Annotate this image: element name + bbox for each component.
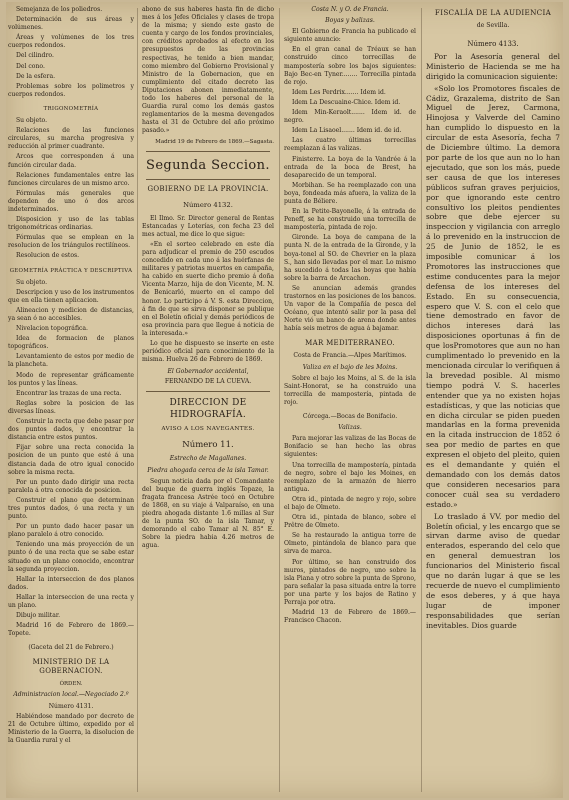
gobernador-label: El Gobernador accidental, <box>167 368 249 376</box>
paragraph: «En el sorteo celebrado en este día para adjudicar el premio de 250 escudos concedido en cada uno á las huérfanas de militares y patriotas muertos en campaña, ha cabido en suerte dicho premio á doña Vicenta Marzo, hija de don Vicente, M. N. de Benicarló, muerto en el campo del honor. Lo participo á V. S. esta Direccion, á fin de que se sirva disponer se publique en el Boletín oficial y demás periódicos de esa provincia para que llegue á noticia de la interesada.» <box>142 240 274 337</box>
paragraph: Levantamiento de estos por medio de la plancheta. <box>8 353 134 369</box>
paragraph: Determinación de sus áreas y volúmenes. <box>8 16 134 32</box>
valiza-moins-heading: Valiza en el bajo de les Moins. <box>302 363 398 371</box>
paragraph: En el gran canal de Tréaux se han construido cinco torrecillas de mampostería sobre los bajos siguientes: Bajo Bec-en Tyner........ Torrecilla pintada de rojo. <box>284 46 416 86</box>
paragraph: Construir la recta que debe pasar por dos puntos dados, y encontrar la distancia entre estos puntos. <box>8 418 134 442</box>
col2-final-paragraph: Segun noticia dada por el Comandante del buque de guerra inglés Topaze, la fragata francesa Astrée tocó en Octubre de 1868, en su viaje á Valparaíso, en una piedra ahogada distante 1.6 millas al Sur de la punta SO. de la isla Tamar, y demorando el cabo Tamar al N. 85° E. Sobre la piedra habia 4.26 metros de agua. <box>142 477 274 550</box>
paragraph: Del cono. <box>16 62 45 70</box>
column-2 <box>142 6 274 794</box>
section-heading-trigonometria: TRIGONOMETRÍA <box>43 105 99 112</box>
paragraph: Gironde. La boya de campana de la punta N. de la entrada de la Gironde, y la boya-tonel al SO. de Chevrier en la plaza S., han sido llevadas por el mar. Lo mismo ha sucedido á todas las boyas que había sobre la barra de Arcachon. <box>284 234 416 282</box>
paragraph: Por último, se han construido dos muros, pintados de negro, uno sobre la isla Piana y otro sobre la punta de Sprono, para señalar la pasa situada entre la torre por una parte y los bajos de Ratino y Perraja por otra. <box>284 558 416 606</box>
paragraph: Idem Min-Keraolt....... Idem id. de negro. <box>284 109 416 125</box>
col3-valizas-text <box>284 435 416 607</box>
column-1 <box>8 6 134 794</box>
col3-moins-text <box>284 375 416 407</box>
direccion-hidrografia-heading: DIRECCION DE HIDROGRAFÍA. <box>169 398 247 421</box>
numero-4132: Número 4132. <box>183 200 233 209</box>
column-rule <box>421 8 422 792</box>
paragraph: Reglas sobre la posicion de las diversas líneas. <box>8 399 134 415</box>
paragraph: Áreas y volúmenes de los tres cuerpos redondos. <box>8 34 134 50</box>
sevilla-label: de Sevilla. <box>476 22 510 29</box>
paragraph: El Ilmo. Sr. Director general de Rentas Estancadas y Loterías, con fecha 23 del mes actual, me dice lo que sigue: <box>142 214 274 238</box>
paragraph: Otra id., pintada de blanco, sobre el Prêtre de Olmeto. <box>284 514 416 530</box>
numero-4131: Número 4131. <box>48 702 94 710</box>
col2-body-text <box>142 215 274 365</box>
col1-trigonometria-list <box>8 117 134 261</box>
costa-francia-heading: Costa N. y O. de Francia. <box>311 6 389 13</box>
column-rule <box>137 8 138 792</box>
paragraph: Su objeto. <box>16 278 48 286</box>
newspaper-page <box>6 2 563 798</box>
paragraph: Idem La Lisaoel....... Idem id. de id. <box>292 127 402 135</box>
paragraph: Hallar la interseccion de una recta y un plano. <box>8 593 134 609</box>
paragraph: Por un punto dado hacer pasar un plano paralelo á otro conocido. <box>8 523 134 539</box>
column-3 <box>284 6 416 794</box>
paragraph: «Solo los Promotores fiscales de Cádiz, Grazalema, distrito de San Miguel de Jerez, Carmona, Hinojosa y Valverde del Camino han cumplido lo dispuesto en la circular de esta Asesoría, fecha 7 de Diciembre último. La demora por parte de los que aun no lo han ejecutado, que son los más, puede ser causa de que los intereses públicos sufran graves perjuicios, por que ignorando este centro consultivo los pleitos pendientes sobre que debe ejercer su inspeccion y vigilancia con arreglo á lo prevenido en la instruccion de 25 de Junio de 1852, le es imposible comunicar á los Promotores las instrucciones que estime conducentes para la mejor defensa de los intereses del Estado. En su consecuencia, espero que V. S. con el celo que tiene demostrado en favor de dichos intereses dará las disposiciones oportunas á fin de que losPromotores que aun no han cumplimentado lo prevenido en la mencionada circular lo verifiquen á la brevedad posible. Al mismo tiempo podrá V. S. hacerles entender que ya no existen hojas estadísticas, y que las noticias que en dicha circular se piden pueden mandarlas en la forma prevenida en la citada instruccion de 1852 ó sea por medio de partes en que expresen el objeto del pleito, quien es el demandante y quién el demandado con los demás datos que consideren necesarios para conocer cuál sea su verdadero estado.» <box>426 83 560 509</box>
paragraph: Arcos que corresponden á una función circular dada. <box>8 153 134 169</box>
orden-label: ÓRDEN. <box>59 681 83 688</box>
paragraph: Hallar la interseccion de dos planos dados. <box>8 575 134 591</box>
paragraph: Fórmulas más generales que dependen de uno ó dos arcos indeterminados. <box>8 189 134 213</box>
gobierno-heading: GOBIERNO DE LA PROVINCIA. <box>147 184 269 193</box>
mar-mediterraneo-heading: MAR MEDITERRANEO. <box>305 339 395 348</box>
divider <box>146 179 270 180</box>
gobernador-name: FERNANDO DE LA CUEVA. <box>164 378 252 386</box>
paragraph: Encontrar las trazas de una recta. <box>16 389 122 397</box>
ministry-heading: MINISTERIO DE LA GOBERNACION. <box>32 658 110 676</box>
paragraph: Morbihan. Se ha reemplazado con una boya, fondeada más afuera, la valiza de la punta de Béliere. <box>284 181 416 205</box>
paragraph: Una torrecilla de mampostería, pintada de negro, sobre el bajo les Moines, en reemplazo de la armazón de hierro antigua. <box>284 461 416 493</box>
segunda-seccion-heading: Segunda Seccion. <box>146 157 270 173</box>
paragraph: Otra id., pintada de negro y rojo, sobre el bajo de Olmeto. <box>284 495 416 511</box>
paragraph: abono de sus haberes hasta fin de dicho mes á los Jefes Oficiales y clases de tropa de la misma; y siendo este gasto de cuenta y cargo de los fondos provinciales, con créditos aprobados al efecto en los presupuestos de las provincias respectivas, he tenido a bien mandar, como miembro del Gobierno Provisional y Ministro de la Gobernacion, que en cumplimiento del citado decreto las Diputaciones abonen inmediatamente, todo los haberes del personal de la Guardia rural como los demás gastos reglamentarios de la mesma devengados hasta el 31 de Octubre del año próximo pasado.» <box>142 6 274 135</box>
paragraph: Las cuatro últimas torrecillas reemplazan á las valizas. <box>284 137 416 153</box>
col3-boyas-text <box>284 28 416 333</box>
numero-11: Número 11. <box>182 440 234 451</box>
paragraph: Problemas sobre los polimetros y cuerpos redondos. <box>8 82 134 98</box>
costa-alpes-heading: Costa de Francia.—Alpes Marítimos. <box>293 352 407 360</box>
paragraph: Relaciones de las funciones circulares, su marcha progresiva y reducción al primer cuadrante. <box>8 127 134 151</box>
col4-body-text <box>426 52 560 631</box>
signature-chacon: Madrid 13 de Febrero de 1869.—Francisco Chacon. <box>284 609 416 625</box>
col1-geometria-list <box>8 279 134 639</box>
numero-4133: Número 4133. <box>467 39 519 48</box>
paragraph: Semejanza de los poliedros. <box>16 6 103 13</box>
paragraph: Resolucion de estos. <box>16 252 80 260</box>
paragraph: Idem Les Perdrix....... Idem id. <box>292 88 386 96</box>
signature-sagasta: Madrid 19 de Febrero de 1869.—Sagasta. <box>155 138 274 145</box>
paragraph: Relaciones fundamentales entre las funciones circulares de un mismo arco. <box>8 171 134 187</box>
paragraph: Finisterre. La boya de la Vandrée á la entrada de la boca de Brest, ha desaparecido de un temporal. <box>284 155 416 179</box>
paragraph: Se anuncian además grandes trastornos en las posiciones de los bancos. Un vapor de la Compañía de pesca del Océano, que intentó salir por la pasa del Norte vió un banco de arena donde antes había seis metros de agua á bajamar. <box>284 284 416 333</box>
column-rule <box>279 8 280 792</box>
corcega-heading: Córcega.—Bocas de Bonifacio. <box>302 413 398 421</box>
paragraph: Por un punto dado dirigir una recta paralela á otra conocida de posicion. <box>8 478 134 494</box>
gaceta-note: (Gaceta del 21 de Febrero.) <box>28 644 114 652</box>
paragraph: Lo que he dispuesto se inserte en este periódico oficial para conocimiento de la misma. Huelva 26 de Febrero de 1869. <box>142 340 274 364</box>
estrecho-label: Estrecho de Magallanes. <box>169 455 247 463</box>
paragraph: Descripcion y uso de los instrumentos que en ella tienen aplicacion. <box>8 288 134 304</box>
divider <box>146 391 270 392</box>
paragraph: Modo de representar gráficamente los puntos y las líneas. <box>8 371 134 387</box>
paragraph: Nivelacion topográfica. <box>16 325 88 333</box>
col2-top-text <box>142 6 274 136</box>
column-4 <box>426 6 560 794</box>
paragraph: Del cilindro. <box>16 52 54 60</box>
piedra-heading: Piedra ahogada cerca de la isla Tamar. <box>147 466 269 474</box>
paragraph: Idea de formacion de planos topográficos. <box>8 335 134 351</box>
paragraph: Construir el plano que determinan tres puntos dados, ó una recta y un punto. <box>8 496 134 521</box>
paragraph: Su objeto. <box>16 117 48 125</box>
paragraph: Se ha restaurado la antigua torre de Olmeto, pintándola de blanco para que sirva de marca. <box>284 532 416 556</box>
section-heading-geometria: GEOMETRÍA PRÁCTICA Y DESCRIPTIVA <box>9 267 133 274</box>
paragraph: Por la Asesoría general del Ministerio de Hacienda se me ha dirigido la comunicacion siguiente: <box>426 51 560 81</box>
paragraph: En la Petite-Bayonelle, á la entrada de Peneff, se ha construido una torrecilla de mampostería, pintada de rojo. <box>284 208 416 232</box>
paragraph: Fórmulas que se emplean en la resolucion de los triángulos rectilíneos. <box>8 234 134 250</box>
paragraph: Teniendo una más proyección de un punto ó de una recta que se sabe estar situado en un plano conocido, encontrar la segunda proyeccion. <box>8 541 134 573</box>
paragraph: Alineacion y medicion de distancias, ya sean ó no accesibles. <box>8 306 134 322</box>
col1-intro-list <box>8 6 134 99</box>
paragraph: Madrid 16 de Febrero de 1869.—Topete. <box>8 622 134 638</box>
valizas-heading: Valizas. <box>338 424 362 432</box>
paragraph: Idem La Descuaine-Chice. Idem id. <box>292 98 401 106</box>
paragraph: Para mejorar las valizas de las Bocas de Bonifacio se han hecho las obras siguientes: <box>284 435 416 459</box>
paragraph: Dibujo militar. <box>16 612 61 620</box>
paragraph: De la esfera. <box>16 72 56 80</box>
col1-final-paragraph: Habiéndose mandado por decreto de 21 de Octubre último, expedido por el Ministerio de la Guerra, la disolucion de la Guardia rural y el <box>8 712 134 745</box>
fiscalia-heading: FISCALÍA DE LA AUDIENCIA <box>434 8 552 17</box>
aviso-heading: AVISO A LOS NAVEGANTES. <box>161 426 255 433</box>
paragraph: Fijar sobre una recta conocida la posicion de un punto que esté á una distancia dada de otro igual conocido sobre la misma recta. <box>8 444 134 476</box>
paragraph: El Gobierno de Francia ha publicado el siguiente anuncio: <box>284 28 416 44</box>
paragraph: Sobre el bajo les Moins, al S. de la isla Saint-Honorat, se ha construido una torrecilla de mampostería, pintada de rojo. <box>284 374 416 406</box>
boyas-heading: Boyas y balizas. <box>325 17 375 25</box>
paragraph: Lo traslado á VV. por medio del Boletín oficial, y les encargo que se sirvan darme aviso de quedar enterados, esperando del celo que en general demuestran los funcionarios del Ministerio fiscal que no darán lugar á que se les recuerde de nuevo el cumplimiento de esos deberes, y á que haya lugar de imponer responsabilidades que serían inevitables. Dios guarde <box>426 511 560 630</box>
admin-line: Administracion local.—Negociado 2.º <box>13 690 129 698</box>
divider <box>146 151 270 152</box>
paragraph: Disposicion y uso de las tablas trigonométricas ordinarias. <box>8 216 134 232</box>
